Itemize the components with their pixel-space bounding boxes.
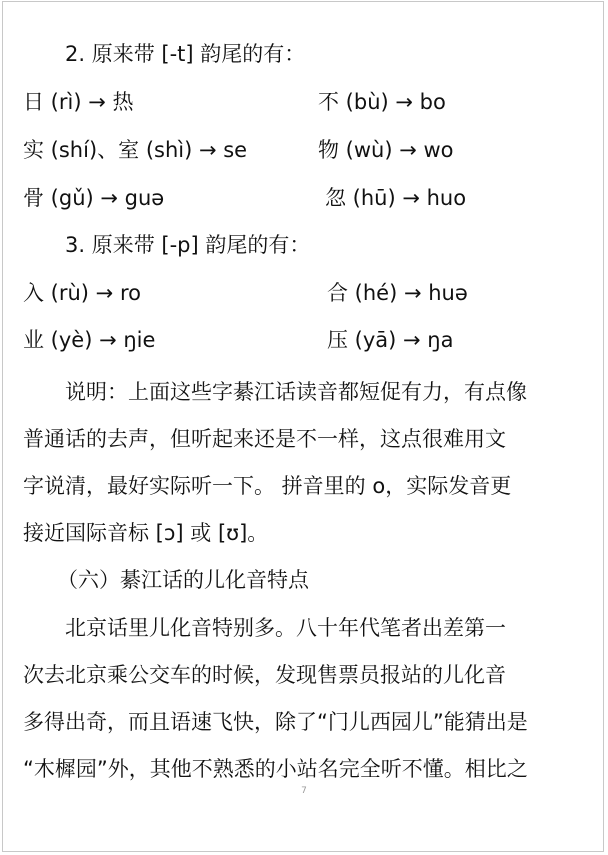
document-page: [2, 1, 604, 852]
body-line-2: 次去北京乘公交车的时候，发现售票员报站的儿化音: [23, 663, 506, 687]
row-t-1-left: 日 (rì) → 热: [23, 90, 134, 114]
row-t-2-left: 实 (shí)、室 (shì) → se: [23, 138, 248, 162]
row-p-2-left: 业 (yè) → ŋie: [23, 328, 156, 352]
explanation-line-3: 字说清，最好实际听一下。 拼音里的 o，实际发音更: [23, 474, 512, 498]
row-p-1-left: 入 (rù) → ro: [23, 281, 141, 305]
heading-p-ending: 3. 原来带 [-p] 韵尾的有：: [65, 233, 311, 257]
explanation-line-4: 接近国际音标 [ɔ] 或 [ʊ]。: [23, 521, 269, 545]
page-number: 7: [301, 786, 307, 796]
row-t-2-right: 物 (wù) → wo: [318, 138, 454, 162]
explanation-line-1: 说明：上面这些字綦江话读音都短促有力，有点像: [65, 380, 527, 404]
row-t-3-left: 骨 (gǔ) → guə: [23, 186, 165, 210]
body-line-3: 多得出奇，而且语速飞快，除了“门儿西园儿”能猜出是: [23, 710, 528, 734]
row-t-1-right: 不 (bù) → bo: [318, 90, 446, 114]
row-t-3-right: 忽 (hū) → huo: [325, 186, 467, 210]
body-line-1: 北京话里儿化音特别多。八十年代笔者出差第一: [65, 616, 506, 640]
heading-section-six: （六）綦江话的儿化音特点: [57, 568, 309, 592]
row-p-1-right: 合 (hé) → huə: [327, 281, 468, 305]
row-p-2-right: 压 (yā) → ŋa: [327, 328, 454, 352]
body-line-4: “木樨园”外，其他不熟悉的小站名完全听不懂。相比之: [23, 757, 528, 781]
heading-t-ending: 2. 原来带 [-t] 韵尾的有：: [65, 42, 306, 66]
explanation-line-2: 普通话的去声，但听起来还是不一样，这点很难用文: [23, 427, 506, 451]
